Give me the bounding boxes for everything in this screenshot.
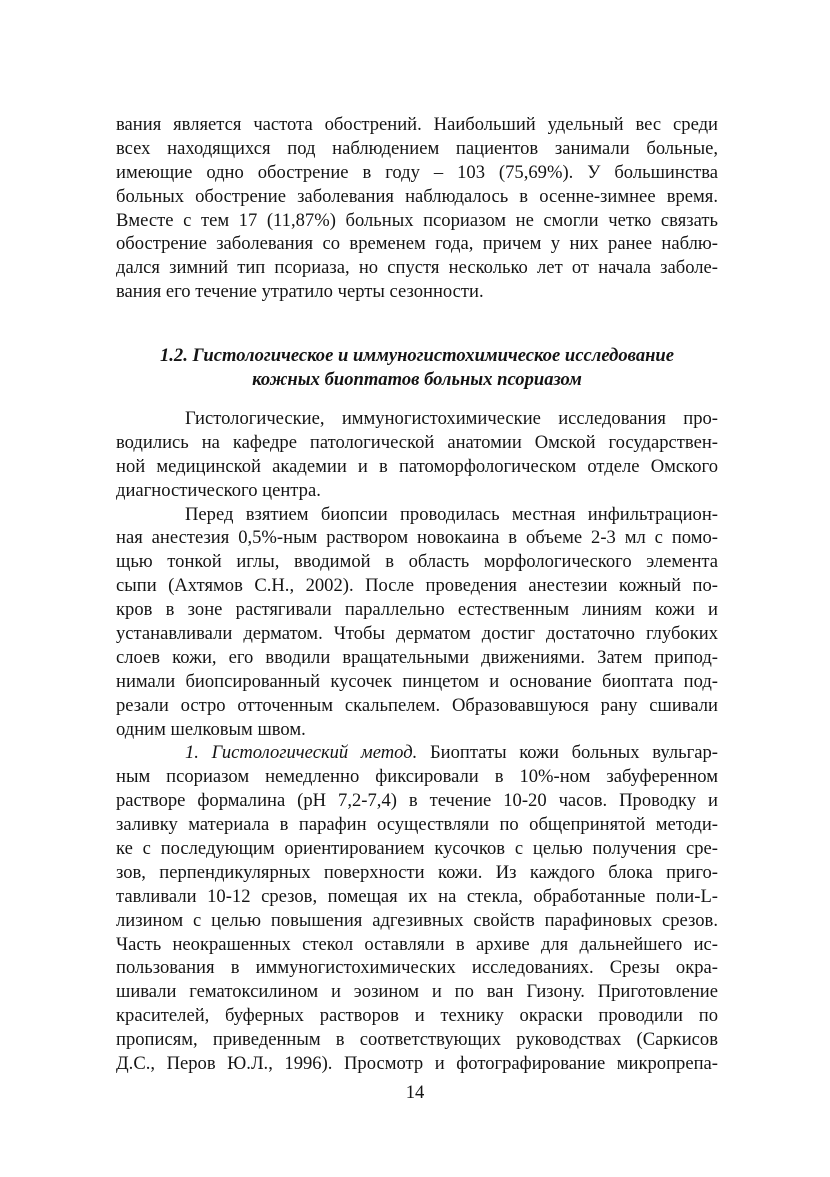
text-line: больных обострение заболевания наблюдалось в осенне-зимнее время. xyxy=(116,185,718,207)
text-line: ная анестезия 0,5%-ным раствором новокаина в объеме 2-3 мл с помо- xyxy=(116,527,718,549)
text-line xyxy=(116,741,718,765)
text-line: ной медицинской академии и в патоморфологическом отделе Омского xyxy=(116,455,718,477)
body-text xyxy=(116,407,718,1076)
text-line: щью тонкой иглы, вводимой в область морфологического элемента xyxy=(116,551,718,573)
text-line: пользования в иммуногистохимических исследованиях. Срезы окра- xyxy=(116,957,718,979)
text-line: вания его течение утратило черты сезонности. xyxy=(116,281,484,303)
text-line: Вместе с тем 17 (11,87%) больных псориазом не смогли четко связать xyxy=(116,209,718,231)
page-number: 14 xyxy=(405,1082,425,1103)
method-label: 1. Гистологический метод. xyxy=(185,742,418,764)
text-line: красителей, буферных растворов и технику окраски проводили по xyxy=(116,1005,718,1027)
method-first-line-rest: Биоптаты кожи больных вульгар- xyxy=(417,742,718,764)
text-line: имеющие одно обострение в году – 103 (75,69%). У большинства xyxy=(116,161,718,183)
text-line: тавливали 10-12 срезов, помещая их на стекла, обработанные поли-L- xyxy=(116,885,718,907)
text-line: кров в зоне растягивали параллельно естественным линиям кожи и xyxy=(116,599,718,621)
text-line: обострение заболевания со временем года, причем у них ранее наблю- xyxy=(116,233,718,255)
text-line: лизином с целью повышения адгезивных свойств парафиновых срезов. xyxy=(116,909,718,931)
text-line: вания является частота обострений. Наибольший удельный вес среди xyxy=(116,114,718,135)
text-line: шивали гематоксилином и эозином и по ван Гизону. Приготовление xyxy=(116,981,718,1003)
text-line: водились на кафедре патологической анатомии Омской государствен- xyxy=(116,431,718,453)
text-line: ке с последующим ориентированием кусочков с целью получения сре- xyxy=(116,838,718,860)
text-line: резали остро отточенным скальпелем. Образовавшуюся рану сшивали xyxy=(116,694,718,716)
text-line: дался зимний тип псориаза, но спустя несколько лет от начала заболе- xyxy=(116,257,718,279)
text-line: заливку материала в парафин осуществляли по общепринятой методи- xyxy=(116,814,718,836)
text-line: Гистологические, иммуногистохимические исследования про- xyxy=(185,408,718,429)
text-line: ным псориазом немедленно фиксировали в 10%-ном забуференном xyxy=(116,766,718,788)
text-line: Д.С., Перов Ю.Л., 1996). Просмотр и фотографирование микропрепа- xyxy=(116,1053,718,1075)
text-line: нимали биопсированный кусочек пинцетом и основание биоптата под- xyxy=(116,670,718,692)
text-line: устанавливали дерматом. Чтобы дерматом достиг достаточно глубоких xyxy=(116,623,718,645)
intro-paragraph xyxy=(116,113,718,304)
section-heading xyxy=(116,344,718,391)
text-line: сыпи (Ахтямов С.Н., 2002). После проведения анестезии кожный по- xyxy=(116,575,718,597)
text-line: Перед взятием биопсии проводилась местная инфильтрацион- xyxy=(185,503,718,525)
text-line: зов, перпендикулярных поверхности кожи. Из каждого блока приго- xyxy=(116,861,718,883)
text-line: всех находящихся под наблюдением пациентов занимали больные, xyxy=(116,137,718,159)
text-line: диагностического центра. xyxy=(116,479,321,501)
heading-line: кожных биоптатов больных псориазом xyxy=(252,368,582,390)
text-line: одним шелковым швом. xyxy=(116,718,306,740)
heading-line: 1.2. Гистологическое и иммуногистохимическое исследование xyxy=(159,345,675,366)
text-line: Часть неокрашенных стекол оставляли в архиве для дальнейшего ис- xyxy=(116,933,718,955)
text-line: слоев кожи, его вводили вращательными движениями. Затем припод- xyxy=(116,646,718,668)
text-line: растворе формалина (рН 7,2-7,4) в течение 10-20 часов. Проводку и xyxy=(116,790,718,812)
text-line: прописям, приведенным в соответствующих руководствах (Саркисов xyxy=(116,1029,718,1051)
